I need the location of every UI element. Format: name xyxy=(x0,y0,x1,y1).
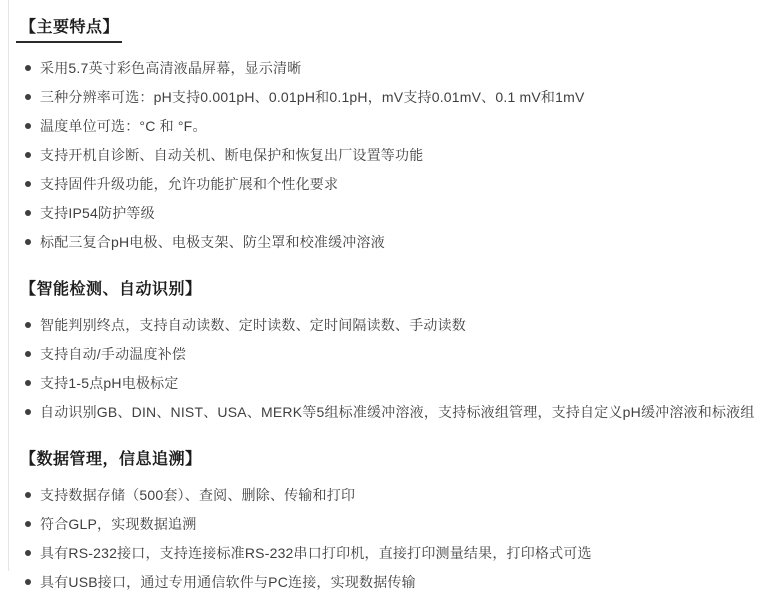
feature-item xyxy=(20,397,763,426)
feature-item xyxy=(20,368,763,397)
section-heading xyxy=(20,280,763,300)
feature-text: 具有RS-232接口，支持连接标准RS-232串口打印机，直接打印测量结果，打印格式可选 xyxy=(40,544,592,561)
feature-item xyxy=(20,198,763,227)
feature-text: 三种分辨率可选：pH支持0.001pH、0.01pH和0.1pH，mV支持0.01mV、0.1 mV和1mV xyxy=(40,88,585,105)
bullet-icon xyxy=(25,409,31,415)
bullet-icon xyxy=(25,521,31,527)
feature-section xyxy=(20,450,763,596)
feature-text: 支持自动/手动温度补偿 xyxy=(40,345,187,362)
feature-text: 支持数据存储（500套）、查阅、删除、传输和打印 xyxy=(40,486,356,503)
feature-list xyxy=(20,480,763,596)
feature-text: 采用5.7英寸彩色高清液晶屏幕，显示清晰 xyxy=(40,59,302,76)
feature-item xyxy=(20,111,763,140)
bullet-icon xyxy=(25,152,31,158)
bullet-icon xyxy=(25,65,31,71)
bullet-icon xyxy=(25,239,31,245)
feature-text: 支持开机自诊断、自动关机、断电保护和恢复出厂设置等功能 xyxy=(40,146,424,163)
section-heading xyxy=(20,18,763,43)
bullet-icon xyxy=(25,351,31,357)
bullet-icon xyxy=(25,550,31,556)
section-heading-text: 【主要特点】 xyxy=(16,18,122,43)
section-heading-text: 【数据管理，信息追溯】 xyxy=(20,451,202,468)
feature-item xyxy=(20,480,763,509)
feature-item xyxy=(20,227,763,256)
feature-item xyxy=(20,567,763,596)
feature-list xyxy=(20,310,763,426)
feature-text: 温度单位可选：°C 和 °F。 xyxy=(40,117,207,134)
bullet-icon xyxy=(25,123,31,129)
feature-item xyxy=(20,509,763,538)
feature-text: 符合GLP，实现数据追溯 xyxy=(40,515,197,532)
feature-item xyxy=(20,339,763,368)
feature-text: 支持IP54防护等级 xyxy=(40,204,155,221)
bullet-icon xyxy=(25,380,31,386)
feature-section xyxy=(20,18,763,256)
section-heading xyxy=(20,450,763,470)
feature-item xyxy=(20,538,763,567)
section-heading-text: 【智能检测、自动识别】 xyxy=(20,281,202,298)
feature-item xyxy=(20,53,763,82)
bullet-icon xyxy=(25,322,31,328)
feature-text: 具有USB接口，通过专用通信软件与PC连接，实现数据传输 xyxy=(40,573,416,590)
feature-text: 智能判别终点，支持自动读数、定时读数、定时间隔读数、手动读数 xyxy=(40,316,466,333)
feature-item xyxy=(20,169,763,198)
bullet-icon xyxy=(25,579,31,585)
feature-text: 支持1-5点pH电极标定 xyxy=(40,374,179,391)
bullet-icon xyxy=(25,181,31,187)
feature-text: 标配三复合pH电极、电极支架、防尘罩和校准缓冲溶液 xyxy=(40,233,385,250)
feature-section xyxy=(20,280,763,426)
bullet-icon xyxy=(25,94,31,100)
feature-item xyxy=(20,82,763,111)
feature-list xyxy=(20,53,763,256)
bullet-icon xyxy=(25,210,31,216)
feature-text: 支持固件升级功能，允许功能扩展和个性化要求 xyxy=(40,175,339,192)
feature-item xyxy=(20,140,763,169)
feature-item xyxy=(20,310,763,339)
sections-container xyxy=(20,18,763,596)
bullet-icon xyxy=(25,492,31,498)
feature-text: 自动识别GB、DIN、NIST、USA、MERK等5组标准缓冲溶液，支持标液组管理，支持自定义pH缓冲溶液和标液组 xyxy=(40,403,755,420)
